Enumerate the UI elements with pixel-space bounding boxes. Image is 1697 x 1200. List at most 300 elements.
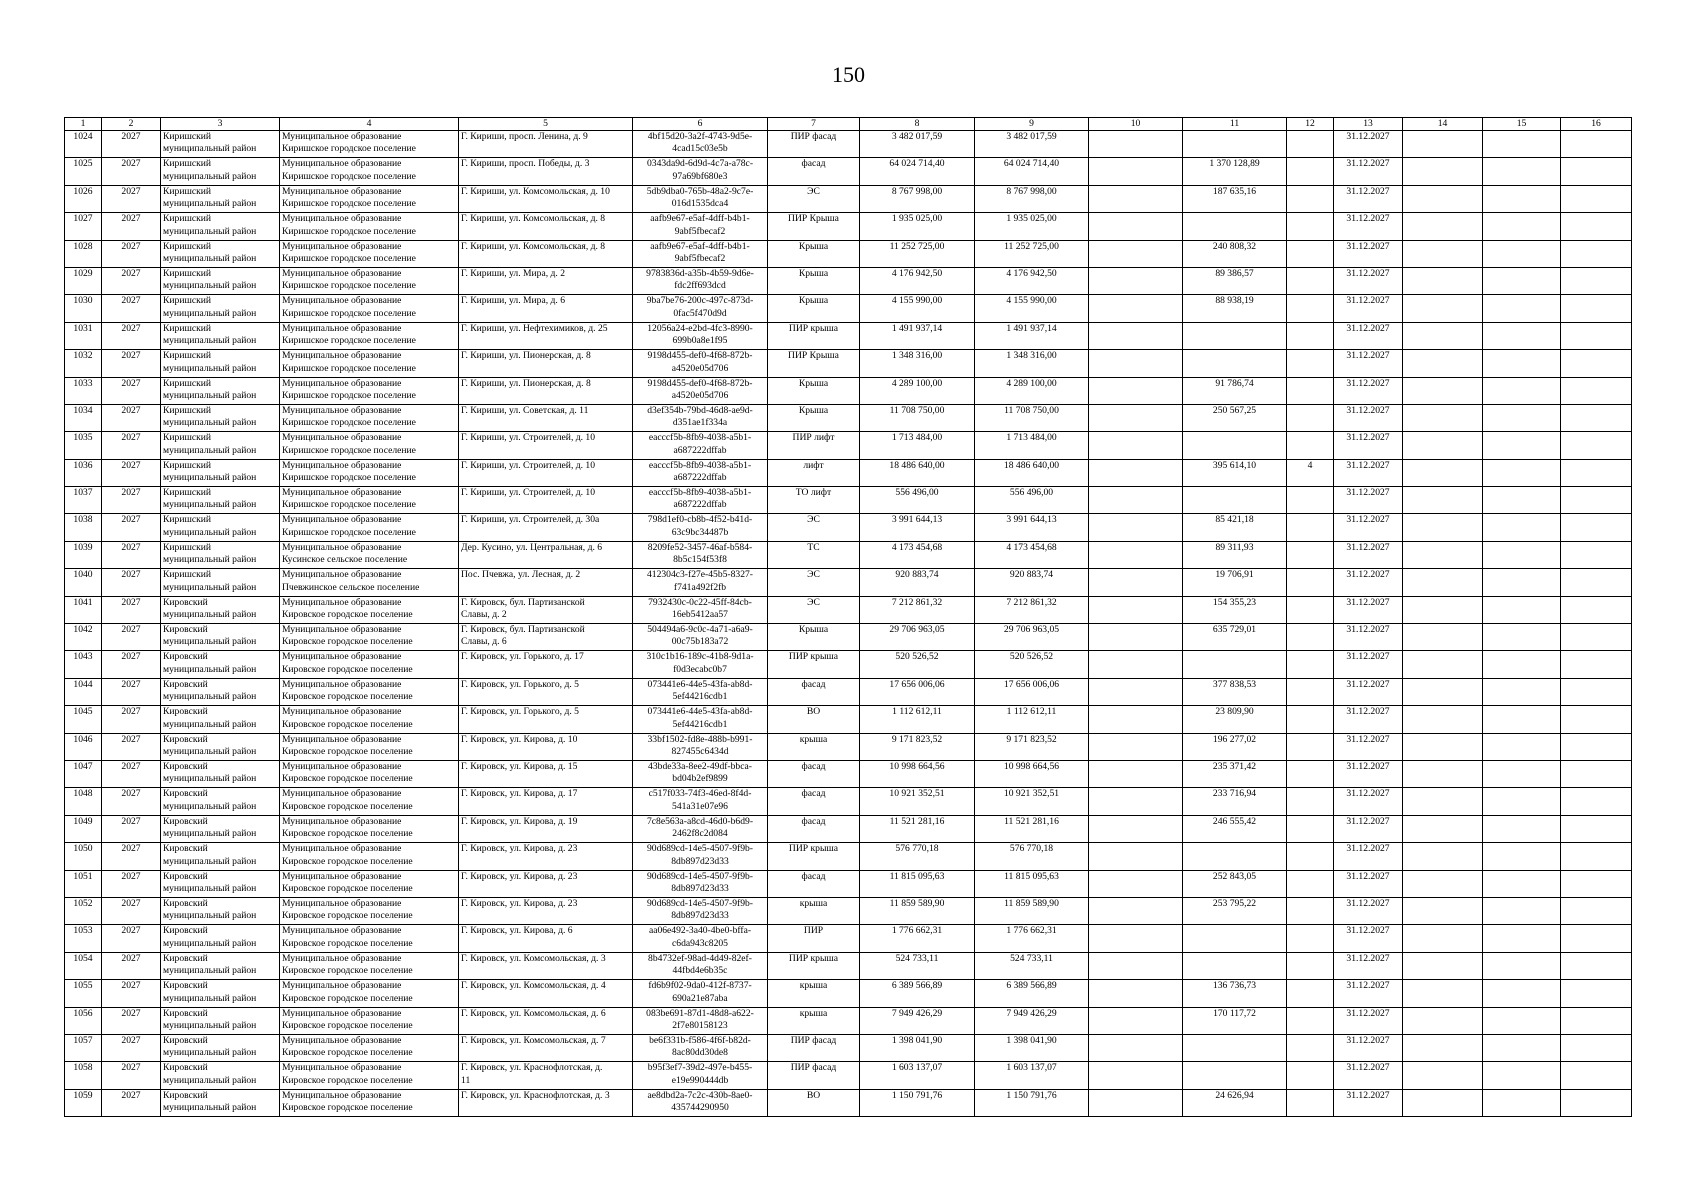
district-cell: Кировский муниципальный район (161, 1062, 280, 1089)
amount-total-cell: 1 112 612,11 (860, 706, 975, 733)
year-cell: 2027 (102, 651, 161, 678)
table-row (65, 185, 1632, 212)
row-number-cell: 1054 (65, 952, 102, 979)
col-12-cell (1287, 678, 1334, 705)
row-number-cell: 1026 (65, 185, 102, 212)
amount-total-cell: 1 491 937,14 (860, 322, 975, 349)
col-14-cell (1403, 733, 1483, 760)
col-10-cell (1089, 514, 1183, 541)
col-10-cell (1089, 404, 1183, 431)
amount-fund-cell: 520 526,52 (975, 651, 1089, 678)
col-10-cell (1089, 651, 1183, 678)
amount-11-cell (1183, 843, 1287, 870)
work-type-cell: Крыша (768, 624, 860, 651)
district-cell: Кировский муниципальный район (161, 651, 280, 678)
district-cell: Кировский муниципальный район (161, 897, 280, 924)
col-15-cell (1483, 295, 1561, 322)
deadline-cell: 31.12.2027 (1334, 213, 1403, 240)
col-12-cell (1287, 760, 1334, 787)
amount-11-cell: 246 555,42 (1183, 815, 1287, 842)
row-number-cell: 1027 (65, 213, 102, 240)
amount-total-cell: 7 949 426,29 (860, 1007, 975, 1034)
amount-total-cell: 4 173 454,68 (860, 541, 975, 568)
year-cell: 2027 (102, 815, 161, 842)
col-14-cell (1403, 514, 1483, 541)
address-cell: Дер. Кусино, ул. Центральная, д. 6 (459, 541, 633, 568)
col-14-cell (1403, 350, 1483, 377)
col-12-cell (1287, 569, 1334, 596)
col-15-cell (1483, 760, 1561, 787)
col-12-cell (1287, 158, 1334, 185)
amount-fund-cell: 3 991 644,13 (975, 514, 1089, 541)
col-14-cell (1403, 267, 1483, 294)
district-cell: Кировский муниципальный район (161, 815, 280, 842)
col-16-cell (1561, 158, 1632, 185)
col-15-cell (1483, 487, 1561, 514)
amount-fund-cell: 1 348 316,00 (975, 350, 1089, 377)
amount-fund-cell: 1 112 612,11 (975, 706, 1089, 733)
col-15-cell (1483, 267, 1561, 294)
row-number-cell: 1040 (65, 569, 102, 596)
col-15-cell (1483, 514, 1561, 541)
col-15-cell (1483, 541, 1561, 568)
deadline-cell: 31.12.2027 (1334, 706, 1403, 733)
district-cell: Киришский муниципальный район (161, 514, 280, 541)
amount-11-cell: 89 386,57 (1183, 267, 1287, 294)
col-10-cell (1089, 185, 1183, 212)
row-number-cell: 1028 (65, 240, 102, 267)
col-16-cell (1561, 678, 1632, 705)
municipality-cell: Муниципальное образование Кировское городское поселение (280, 706, 459, 733)
row-number-cell: 1051 (65, 870, 102, 897)
col-10-cell (1089, 1007, 1183, 1034)
table-row (65, 377, 1632, 404)
col-12-cell (1287, 432, 1334, 459)
year-cell: 2027 (102, 240, 161, 267)
municipality-cell: Муниципальное образование Кировское городское поселение (280, 760, 459, 787)
row-number-cell: 1034 (65, 404, 102, 431)
deadline-cell: 31.12.2027 (1334, 980, 1403, 1007)
col-12-cell: 4 (1287, 459, 1334, 486)
col-12-cell (1287, 404, 1334, 431)
col-14-cell (1403, 815, 1483, 842)
municipality-cell: Муниципальное образование Киришское городское поселение (280, 350, 459, 377)
col-12-cell (1287, 870, 1334, 897)
amount-fund-cell: 11 708 750,00 (975, 404, 1089, 431)
amount-11-cell (1183, 213, 1287, 240)
deadline-cell: 31.12.2027 (1334, 843, 1403, 870)
col-15-cell (1483, 459, 1561, 486)
col-16-cell (1561, 733, 1632, 760)
deadline-cell: 31.12.2027 (1334, 897, 1403, 924)
municipality-cell: Муниципальное образование Пчевжинское сельское поселение (280, 569, 459, 596)
col-15-cell (1483, 925, 1561, 952)
amount-fund-cell: 8 767 998,00 (975, 185, 1089, 212)
header-cell-12: 12 (1287, 118, 1334, 131)
work-type-cell: крыша (768, 980, 860, 1007)
work-type-cell: ПИР (768, 925, 860, 952)
amount-fund-cell: 556 496,00 (975, 487, 1089, 514)
col-10-cell (1089, 459, 1183, 486)
district-cell: Кировский муниципальный район (161, 624, 280, 651)
col-15-cell (1483, 733, 1561, 760)
col-10-cell (1089, 1089, 1183, 1116)
deadline-cell: 31.12.2027 (1334, 459, 1403, 486)
amount-11-cell: 19 706,91 (1183, 569, 1287, 596)
work-type-cell: ВО (768, 1089, 860, 1116)
col-16-cell (1561, 760, 1632, 787)
amount-total-cell: 1 348 316,00 (860, 350, 975, 377)
table-row (65, 459, 1632, 486)
col-12-cell (1287, 514, 1334, 541)
amount-fund-cell: 7 949 426,29 (975, 1007, 1089, 1034)
amount-fund-cell: 576 770,18 (975, 843, 1089, 870)
col-16-cell (1561, 432, 1632, 459)
year-cell: 2027 (102, 733, 161, 760)
col-14-cell (1403, 377, 1483, 404)
col-15-cell (1483, 404, 1561, 431)
amount-fund-cell: 9 171 823,52 (975, 733, 1089, 760)
house-guid-cell: 9783836d-a35b-4b59-9d6e- fdc2ff693dcd (633, 267, 768, 294)
row-number-cell: 1049 (65, 815, 102, 842)
amount-total-cell: 18 486 640,00 (860, 459, 975, 486)
deadline-cell: 31.12.2027 (1334, 733, 1403, 760)
col-15-cell (1483, 1034, 1561, 1061)
municipality-cell: Муниципальное образование Киришское городское поселение (280, 295, 459, 322)
amount-fund-cell: 11 521 281,16 (975, 815, 1089, 842)
address-cell: Г. Кириши, ул. Нефтехимиков, д. 25 (459, 322, 633, 349)
col-14-cell (1403, 487, 1483, 514)
work-type-cell: Крыша (768, 267, 860, 294)
year-cell: 2027 (102, 897, 161, 924)
row-number-cell: 1044 (65, 678, 102, 705)
col-16-cell (1561, 240, 1632, 267)
year-cell: 2027 (102, 952, 161, 979)
col-10-cell (1089, 322, 1183, 349)
year-cell: 2027 (102, 1089, 161, 1116)
address-cell: Г. Кировск, ул. Горького, д. 5 (459, 678, 633, 705)
col-16-cell (1561, 213, 1632, 240)
table-row (65, 158, 1632, 185)
row-number-cell: 1031 (65, 322, 102, 349)
col-16-cell (1561, 596, 1632, 623)
deadline-cell: 31.12.2027 (1334, 158, 1403, 185)
col-10-cell (1089, 569, 1183, 596)
district-cell: Киришский муниципальный район (161, 569, 280, 596)
col-14-cell (1403, 1034, 1483, 1061)
deadline-cell: 31.12.2027 (1334, 1089, 1403, 1116)
deadline-cell: 31.12.2027 (1334, 1034, 1403, 1061)
deadline-cell: 31.12.2027 (1334, 295, 1403, 322)
col-10-cell (1089, 952, 1183, 979)
registry-table (64, 117, 1632, 1117)
house-guid-cell: eacccf5b-8fb9-4038-a5b1- a687222dffab (633, 459, 768, 486)
header-cell-16: 16 (1561, 118, 1632, 131)
amount-fund-cell: 17 656 006,06 (975, 678, 1089, 705)
work-type-cell: ПИР лифт (768, 432, 860, 459)
district-cell: Кировский муниципальный район (161, 706, 280, 733)
col-15-cell (1483, 706, 1561, 733)
row-number-cell: 1055 (65, 980, 102, 1007)
deadline-cell: 31.12.2027 (1334, 788, 1403, 815)
col-14-cell (1403, 706, 1483, 733)
col-16-cell (1561, 1089, 1632, 1116)
table-row (65, 788, 1632, 815)
col-14-cell (1403, 432, 1483, 459)
col-15-cell (1483, 1007, 1561, 1034)
house-guid-cell: 43bde33a-8ee2-49df-bbca- bd04b2ef9899 (633, 760, 768, 787)
district-cell: Кировский муниципальный район (161, 1007, 280, 1034)
work-type-cell: лифт (768, 459, 860, 486)
work-type-cell: фасад (768, 788, 860, 815)
amount-11-cell: 196 277,02 (1183, 733, 1287, 760)
table-row (65, 1089, 1632, 1116)
amount-11-cell (1183, 651, 1287, 678)
amount-total-cell: 64 024 714,40 (860, 158, 975, 185)
table-row (65, 432, 1632, 459)
district-cell: Кировский муниципальный район (161, 596, 280, 623)
row-number-cell: 1039 (65, 541, 102, 568)
house-guid-cell: aafb9e67-e5af-4dff-b4b1- 9abf5fbecaf2 (633, 213, 768, 240)
row-number-cell: 1030 (65, 295, 102, 322)
municipality-cell: Муниципальное образование Киришское городское поселение (280, 459, 459, 486)
table-header-row (65, 118, 1632, 131)
col-10-cell (1089, 678, 1183, 705)
year-cell: 2027 (102, 213, 161, 240)
amount-total-cell: 11 708 750,00 (860, 404, 975, 431)
col-15-cell (1483, 1089, 1561, 1116)
col-15-cell (1483, 185, 1561, 212)
row-number-cell: 1038 (65, 514, 102, 541)
col-12-cell (1287, 240, 1334, 267)
table-row (65, 240, 1632, 267)
table-row (65, 624, 1632, 651)
address-cell: Г. Кировск, ул. Кирова, д. 19 (459, 815, 633, 842)
year-cell: 2027 (102, 843, 161, 870)
district-cell: Киришский муниципальный район (161, 213, 280, 240)
amount-11-cell (1183, 322, 1287, 349)
col-16-cell (1561, 185, 1632, 212)
col-12-cell (1287, 267, 1334, 294)
row-number-cell: 1043 (65, 651, 102, 678)
amount-total-cell: 10 921 352,51 (860, 788, 975, 815)
municipality-cell: Муниципальное образование Кировское городское поселение (280, 843, 459, 870)
amount-fund-cell: 4 173 454,68 (975, 541, 1089, 568)
amount-11-cell: 136 736,73 (1183, 980, 1287, 1007)
municipality-cell: Муниципальное образование Киришское городское поселение (280, 131, 459, 158)
col-10-cell (1089, 432, 1183, 459)
col-10-cell (1089, 213, 1183, 240)
district-cell: Кировский муниципальный район (161, 760, 280, 787)
address-cell: Г. Кировск, ул. Кирова, д. 17 (459, 788, 633, 815)
col-10-cell (1089, 815, 1183, 842)
address-cell: Г. Кириши, ул. Пионерская, д. 8 (459, 377, 633, 404)
amount-total-cell: 7 212 861,32 (860, 596, 975, 623)
page-number: 150 (832, 62, 865, 87)
col-10-cell (1089, 350, 1183, 377)
work-type-cell: Крыша (768, 377, 860, 404)
work-type-cell: крыша (768, 897, 860, 924)
header-cell-9: 9 (975, 118, 1089, 131)
address-cell: Г. Кириши, ул. Комсомольская, д. 8 (459, 240, 633, 267)
table-row (65, 487, 1632, 514)
deadline-cell: 31.12.2027 (1334, 1007, 1403, 1034)
deadline-cell: 31.12.2027 (1334, 185, 1403, 212)
house-guid-cell: 9198d455-def0-4f68-872b- a4520e05d706 (633, 377, 768, 404)
deadline-cell: 31.12.2027 (1334, 240, 1403, 267)
amount-11-cell: 89 311,93 (1183, 541, 1287, 568)
municipality-cell: Муниципальное образование Кировское городское поселение (280, 1034, 459, 1061)
municipality-cell: Муниципальное образование Кировское городское поселение (280, 1007, 459, 1034)
address-cell: Г. Кировск, ул. Горького, д. 17 (459, 651, 633, 678)
year-cell: 2027 (102, 569, 161, 596)
col-16-cell (1561, 870, 1632, 897)
address-cell: Г. Кировск, бул. Партизанской Славы, д. 6 (459, 624, 633, 651)
col-15-cell (1483, 432, 1561, 459)
amount-11-cell (1183, 487, 1287, 514)
row-number-cell: 1057 (65, 1034, 102, 1061)
work-type-cell: ВО (768, 706, 860, 733)
col-15-cell (1483, 624, 1561, 651)
col-15-cell (1483, 952, 1561, 979)
row-number-cell: 1035 (65, 432, 102, 459)
col-16-cell (1561, 487, 1632, 514)
deadline-cell: 31.12.2027 (1334, 678, 1403, 705)
year-cell: 2027 (102, 185, 161, 212)
header-cell-14: 14 (1403, 118, 1483, 131)
amount-fund-cell: 4 289 100,00 (975, 377, 1089, 404)
amount-fund-cell: 64 024 714,40 (975, 158, 1089, 185)
col-12-cell (1287, 706, 1334, 733)
row-number-cell: 1052 (65, 897, 102, 924)
table-row (65, 706, 1632, 733)
district-cell: Киришский муниципальный район (161, 432, 280, 459)
col-16-cell (1561, 514, 1632, 541)
district-cell: Киришский муниципальный район (161, 459, 280, 486)
amount-total-cell: 920 883,74 (860, 569, 975, 596)
col-14-cell (1403, 404, 1483, 431)
district-cell: Киришский муниципальный район (161, 240, 280, 267)
municipality-cell: Муниципальное образование Киришское городское поселение (280, 514, 459, 541)
table-row (65, 760, 1632, 787)
col-16-cell (1561, 569, 1632, 596)
table-row (65, 514, 1632, 541)
col-10-cell (1089, 1034, 1183, 1061)
col-16-cell (1561, 541, 1632, 568)
col-10-cell (1089, 760, 1183, 787)
house-guid-cell: 0343da9d-6d9d-4c7a-a78c- 97a69bf680e3 (633, 158, 768, 185)
municipality-cell: Муниципальное образование Кировское городское поселение (280, 925, 459, 952)
work-type-cell: ТС (768, 541, 860, 568)
col-10-cell (1089, 788, 1183, 815)
amount-total-cell: 6 389 566,89 (860, 980, 975, 1007)
amount-total-cell: 556 496,00 (860, 487, 975, 514)
table-row (65, 267, 1632, 294)
address-cell: Г. Кировск, ул. Краснофлотская, д. 3 (459, 1089, 633, 1116)
year-cell: 2027 (102, 158, 161, 185)
municipality-cell: Муниципальное образование Кировское городское поселение (280, 870, 459, 897)
municipality-cell: Муниципальное образование Киришское городское поселение (280, 240, 459, 267)
year-cell: 2027 (102, 541, 161, 568)
municipality-cell: Муниципальное образование Киришское городское поселение (280, 487, 459, 514)
amount-11-cell: 187 635,16 (1183, 185, 1287, 212)
district-cell: Киришский муниципальный район (161, 267, 280, 294)
year-cell: 2027 (102, 459, 161, 486)
row-number-cell: 1036 (65, 459, 102, 486)
col-14-cell (1403, 1062, 1483, 1089)
municipality-cell: Муниципальное образование Кировское городское поселение (280, 815, 459, 842)
row-number-cell: 1037 (65, 487, 102, 514)
municipality-cell: Муниципальное образование Кировское городское поселение (280, 624, 459, 651)
house-guid-cell: fd6b9f02-9da0-412f-8737- 690a21e87aba (633, 980, 768, 1007)
amount-11-cell: 377 838,53 (1183, 678, 1287, 705)
col-12-cell (1287, 596, 1334, 623)
header-cell-11: 11 (1183, 118, 1287, 131)
amount-11-cell (1183, 350, 1287, 377)
address-cell: Г. Кириши, ул. Строителей, д. 10 (459, 459, 633, 486)
year-cell: 2027 (102, 788, 161, 815)
house-guid-cell: 073441e6-44e5-43fa-ab8d- 5ef44216cdb1 (633, 706, 768, 733)
amount-total-cell: 1 150 791,76 (860, 1089, 975, 1116)
amount-total-cell: 8 767 998,00 (860, 185, 975, 212)
district-cell: Кировский муниципальный район (161, 1089, 280, 1116)
amount-total-cell: 4 289 100,00 (860, 377, 975, 404)
col-14-cell (1403, 624, 1483, 651)
col-16-cell (1561, 843, 1632, 870)
col-16-cell (1561, 131, 1632, 158)
header-cell-1: 1 (65, 118, 102, 131)
amount-11-cell (1183, 925, 1287, 952)
col-12-cell (1287, 624, 1334, 651)
table-row (65, 541, 1632, 568)
col-14-cell (1403, 596, 1483, 623)
col-12-cell (1287, 322, 1334, 349)
col-12-cell (1287, 350, 1334, 377)
col-14-cell (1403, 925, 1483, 952)
col-12-cell (1287, 788, 1334, 815)
amount-fund-cell: 10 998 664,56 (975, 760, 1089, 787)
address-cell: Пос. Пчевжа, ул. Лесная, д. 2 (459, 569, 633, 596)
col-12-cell (1287, 1089, 1334, 1116)
deadline-cell: 31.12.2027 (1334, 404, 1403, 431)
amount-fund-cell: 4 176 942,50 (975, 267, 1089, 294)
col-10-cell (1089, 706, 1183, 733)
col-10-cell (1089, 240, 1183, 267)
year-cell: 2027 (102, 350, 161, 377)
table-row (65, 897, 1632, 924)
year-cell: 2027 (102, 322, 161, 349)
work-type-cell: ПИР крыша (768, 952, 860, 979)
table-body (65, 131, 1632, 1117)
col-15-cell (1483, 870, 1561, 897)
col-12-cell (1287, 295, 1334, 322)
work-type-cell: ЭС (768, 185, 860, 212)
amount-fund-cell: 1 603 137,07 (975, 1062, 1089, 1089)
amount-total-cell: 4 176 942,50 (860, 267, 975, 294)
work-type-cell: фасад (768, 760, 860, 787)
address-cell: Г. Кировск, ул. Комсомольская, д. 6 (459, 1007, 633, 1034)
municipality-cell: Муниципальное образование Киришское городское поселение (280, 213, 459, 240)
col-16-cell (1561, 295, 1632, 322)
row-number-cell: 1056 (65, 1007, 102, 1034)
district-cell: Кировский муниципальный район (161, 952, 280, 979)
municipality-cell: Муниципальное образование Киришское городское поселение (280, 322, 459, 349)
amount-total-cell: 1 603 137,07 (860, 1062, 975, 1089)
address-cell: Г. Кириши, просп. Ленина, д. 9 (459, 131, 633, 158)
address-cell: Г. Кировск, ул. Кирова, д. 6 (459, 925, 633, 952)
col-10-cell (1089, 131, 1183, 158)
district-cell: Киришский муниципальный район (161, 322, 280, 349)
